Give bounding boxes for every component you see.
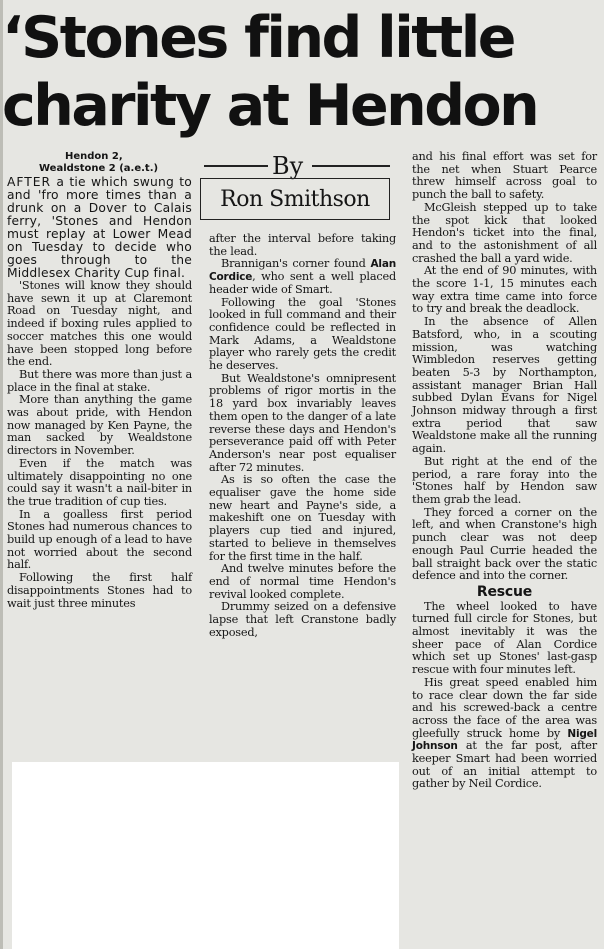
headline-line-1: ‘Stones find little: [2, 5, 514, 71]
byline-rule-left: [204, 165, 268, 167]
col1-paragraph: Following the first half disappointments Stones had to wait just three minutes: [7, 571, 192, 610]
col3-paragraph: In the absence of Allen Batsford, who, in a scouting mission, was watching Wimbledon reserves getting beaten 5-3 by Northampton, assistant manager Brian Hall subbed Dylan Evans for Nigel Johnson midway through a first extra period that saw Wealdstone make all the running again.: [412, 315, 597, 456]
col1-paragraph: But there was more than just a place in the final at stake.: [7, 367, 192, 394]
byline-author: Ron Smithson: [220, 186, 370, 212]
col2-paragraph: As is so often the case the equaliser gave the home side new heart and Payne's side, a makeshift one on Tuesday with players cup tied and injured, started to believe in themselves for the first time in the half.: [209, 473, 396, 563]
col2-paragraph: after the interval before taking the lead.: [209, 232, 396, 258]
player-name-alan-cordice: Alan Cordice: [209, 258, 396, 284]
byline: [200, 152, 392, 222]
col3-paragraph: The wheel looked to have turned full circle for Stones, but almost inevitably it was the sheer pace of Alan Cordice which set up Stones' last-gasp rescue with four minutes left.: [412, 599, 597, 677]
col2-text: , who sent a well placed header wide of Smart.: [209, 270, 396, 296]
score-line: [7, 151, 192, 174]
column-1: [7, 176, 192, 610]
col2-paragraph: Following the goal 'Stones looked in full command and their confidence could be reflected in Mark Adams, a Wealdstone player who rarely gets the credit he deserves.: [209, 295, 396, 373]
blank-redacted-area: [12, 762, 399, 949]
lead-text: a tie which swung to and 'fro more times than a drunk on a Dover to Calais ferry, 'Stones and Hendon must replay at Lower Mead on Tuesday to decide who goes through to the Middlesex Charity Cup final.: [7, 175, 192, 280]
col1-paragraph: Even if the match was ultimately disappointing no one could say it wasn't a nail-biter in the true tradition of cup ties.: [7, 456, 192, 508]
col2-text: Brannigan's corner found: [221, 257, 371, 271]
lead-paragraph: [7, 176, 192, 280]
col2-paragraph: But Wealdstone's omnipresent problems of rigor mortis in the 18 yard box invariably leaves them open to the danger of a late reverse these days and Hendon's perseverance paid off with Peter Anderson's near post equaliser after 72 minutes.: [209, 371, 396, 474]
byline-by: By: [272, 152, 304, 180]
col3-paragraph: At the end of 90 minutes, with the score 1-1, 15 minutes each way extra time came into force to try and break the deadlock.: [412, 264, 597, 316]
scan-edge-shadow: [0, 0, 3, 949]
lead-caps: AFTER: [7, 175, 52, 189]
column-2: [209, 233, 396, 640]
col1-paragraph: In a goalless first period Stones had numerous chances to build up enough of a lead to have not worried about the second half.: [7, 507, 192, 572]
col2-paragraph: And twelve minutes before the end of normal time Hendon's revival looked complete.: [209, 562, 396, 601]
byline-box: [200, 178, 390, 220]
col3-paragraph: But right at the end of the period, a rare foray into the 'Stones half by Hendon saw them grab the lead.: [412, 454, 597, 506]
column-3: [412, 151, 597, 791]
col1-paragraph: More than anything the game was about pride, with Hendon now managed by Ken Payne, the man sacked by Wealdstone directors in November.: [7, 393, 192, 458]
subhead-rescue: Rescue: [476, 583, 533, 600]
headline-line-2: charity at Hendon: [2, 73, 538, 139]
byline-rule-right: [312, 165, 390, 167]
col1-paragraph: 'Stones will know they should have sewn it up at Claremont Road on Tuesday night, and indeed if boxing rules applied to soccer matches this one would have been stopped long before the end.: [7, 279, 192, 369]
col3-text: His great speed enabled him to race clear down the far side and his screwed-back a centre across the face of the area was gleefully struck home by: [412, 675, 597, 740]
col3-paragraph: and his final effort was set for the net when Stuart Pearce threw himself across goal to punch the ball to safety.: [412, 150, 597, 202]
headline: [2, 4, 602, 140]
col2-paragraph: [209, 258, 396, 296]
score-home: Hendon 2,: [65, 151, 123, 162]
col3-text: at the far post, after keeper Smart had been worried out of an initial attempt to gather by Neil Cordice.: [412, 739, 597, 791]
col3-paragraph: [412, 677, 597, 791]
col2-paragraph: Drummy seized on a defensive lapse that left Cranstone badly exposed,: [209, 600, 396, 639]
col3-paragraph: McGleish stepped up to take the spot kick that looked Hendon's ticket into the final, and to the astonishment of all crashed the ball a yard wide.: [412, 200, 597, 265]
score-away: Wealdstone 2 (a.e.t.): [39, 162, 159, 174]
player-name-nigel-johnson: Nigel Johnson: [412, 727, 597, 753]
col3-paragraph: They forced a corner on the left, and when Cranstone's high punch clear was not deep enough Paul Currie headed the ball straight back over the static defence and into the corner.: [412, 505, 597, 583]
